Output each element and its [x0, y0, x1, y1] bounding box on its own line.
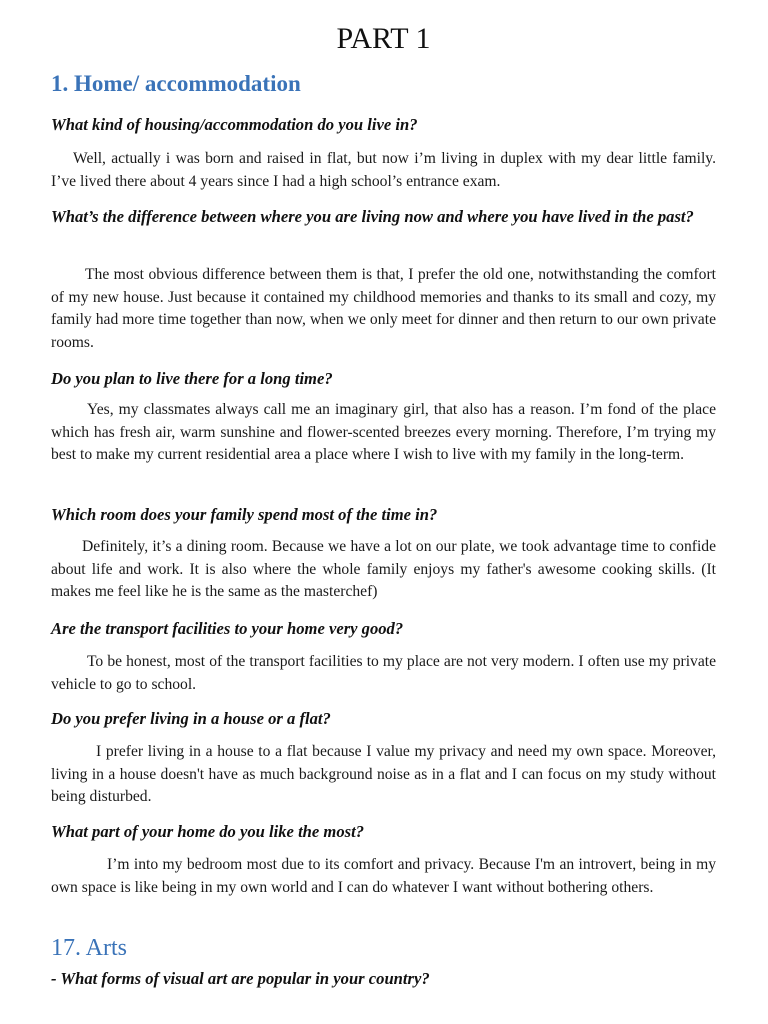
- question-visual-art: - What forms of visual art are popular in your country?: [51, 969, 430, 988]
- question-long-time: Do you plan to live there for a long time?: [51, 369, 333, 388]
- question-favorite-part: What part of your home do you like the most?: [51, 822, 364, 841]
- answer-favorite-part: I’m into my bedroom most due to its comfort and privacy. Because I'm an introvert, being in my own space is like being in my own world and I can do whatever I want without bothering others.: [51, 856, 716, 896]
- section-heading-arts: 17. Arts: [51, 935, 128, 961]
- answer-transport: To be honest, most of the transport facilities to my place are not very modern. I often use my private vehicle to go to school.: [51, 653, 716, 693]
- answer-family-room: Definitely, it’s a dining room. Because we have a lot on our plate, we took advantage time to confide about life and work. It is also where the whole family enjoys my father's awesome cooking skills. (It makes me feel like he is the same as the masterchef): [51, 538, 716, 600]
- answer-housing-type: Well, actually i was born and raised in flat, but now i’m living in duplex with my dear little family. I’ve lived there about 4 years since I had a high school’s entrance exam.: [51, 150, 716, 190]
- question-house-or-flat: Do you prefer living in a house or a flat?: [51, 709, 331, 728]
- answer-house-or-flat: I prefer living in a house to a flat because I value my privacy and need my own space. Moreover, living in a house doesn't have as much background noise as in a flat and I can focus on my study without being disturbed.: [51, 743, 716, 805]
- question-difference: What’s the difference between where you are living now and where you have lived in the past?: [51, 207, 694, 226]
- section-heading-home: 1. Home/ accommodation: [51, 71, 301, 96]
- question-housing-type: What kind of housing/accommodation do you live in?: [51, 115, 418, 134]
- answer-long-time: Yes, my classmates always call me an imaginary girl, that also has a reason. I’m fond of the place which has fresh air, warm sunshine and flower-scented breezes every morning. Therefore, I’m trying my best to make my current residential area a place where I wish to live with my family in the long-term.: [51, 401, 716, 463]
- answer-difference: The most obvious difference between them is that, I prefer the old one, notwithstanding the comfort of my new house. Just because it contained my childhood memories and thanks to its small and cozy, my family had more time together than now, when we only meet for dinner and then return to our own private rooms.: [51, 266, 716, 351]
- question-family-room: Which room does your family spend most of the time in?: [51, 505, 438, 524]
- page-title: PART 1: [336, 22, 431, 55]
- question-transport: Are the transport facilities to your home very good?: [51, 619, 404, 638]
